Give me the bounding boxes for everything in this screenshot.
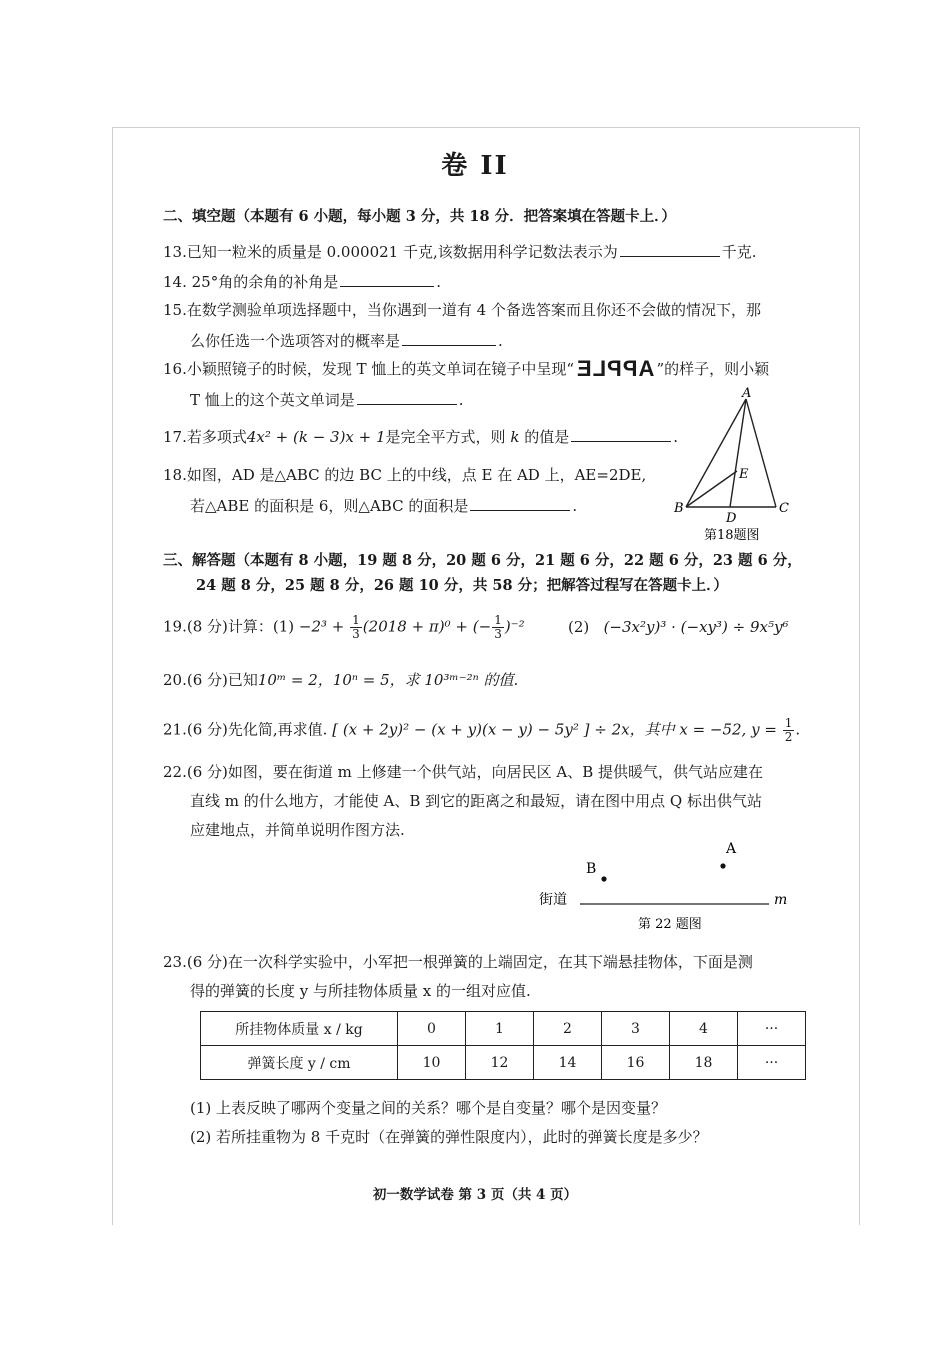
q18-text: 若△ABE 的面积是 6，则△ABC 的面积是 <box>190 497 469 515</box>
frac-den: 2 <box>784 730 793 744</box>
table-cell: 2 <box>534 1012 602 1046</box>
table-cell: 16 <box>602 1046 670 1080</box>
frac-num: 1 <box>494 613 502 627</box>
question-22-line1: 22.(6 分)如图，要在街道 m 上修建一个供气站，向居民区 A、B 提供暖气，供气站应建在 <box>163 763 764 781</box>
q16-text-end: ”的样子，则小颖 <box>656 360 770 378</box>
table-cell: 1 <box>466 1012 534 1046</box>
question-18-line2 <box>190 494 577 516</box>
q19-label: 19.(8 分)计算：(1) <box>163 617 295 636</box>
q17-text: 17.若多项式 <box>163 428 247 446</box>
fraction-one-half <box>783 717 795 744</box>
q14-text: 14. 25°角的余角的补角是 <box>163 273 339 291</box>
figure-18-triangle <box>660 385 800 545</box>
question-19 <box>163 614 525 641</box>
section-3-heading-line1: 三、解答题（本题有 8 小题，19 题 8 分，20 题 6 分，21 题 6 分，22 题 6 分，23 题 6 分， <box>163 552 802 569</box>
q21-end: . <box>795 720 801 739</box>
q21-expr: [ (x + 2y)² − (x + y)(x − y) − 5y² ] ÷ 2x，其中 x = −52, y = <box>332 720 777 739</box>
question-15-line1: 15.在数学测验单项选择题中，当你遇到一道有 4 个备选答案而且你还不会做的情况下，那 <box>163 301 761 319</box>
question-23-line2: 得的弹簧的长度 y 与所挂物体质量 x 的一组对应值. <box>190 982 531 1000</box>
street-label: 街道 <box>539 892 567 908</box>
q17-var-k: k <box>510 428 520 446</box>
table-cell: ··· <box>738 1046 806 1080</box>
q20-expr: 10ᵐ = 2，10ⁿ = 5，求 10³ᵐ⁻²ⁿ 的值. <box>257 671 519 689</box>
label-E: E <box>739 467 749 482</box>
line-label-m: m <box>774 892 788 908</box>
question-23-line1: 23.(6 分)在一次科学实验中，小军把一根弹簧的上端固定，在其下端悬挂物体，下面是测 <box>163 953 753 971</box>
label-B: B <box>586 861 597 877</box>
spring-data-table <box>200 1011 806 1080</box>
q20-text: 20.(6 分)已知 <box>163 671 258 689</box>
table-header-cell: 所挂物体质量 x / kg <box>201 1012 398 1046</box>
figure-22-caption: 第 22 题图 <box>638 917 702 932</box>
figure-18-caption: 第18题图 <box>704 528 760 543</box>
question-23-part2: (2) 若所挂重物为 8 千克时（在弹簧的弹性限度内），此时的弹簧长度是多少？ <box>190 1128 708 1146</box>
table-cell: ··· <box>738 1012 806 1046</box>
figure-22-street <box>530 836 800 936</box>
q16-text: 16.小颖照镜子的时候，发现 T 恤上的英文单词在镜子中呈现“ <box>163 360 575 378</box>
q17-polynomial: 4x² + (k − 3)x + 1 <box>246 428 386 446</box>
frac-num: 1 <box>352 613 360 627</box>
q16-end: . <box>458 391 464 409</box>
question-17 <box>163 425 678 447</box>
table-cell: 14 <box>534 1046 602 1080</box>
table-row <box>201 1012 806 1046</box>
answer-blank <box>340 270 434 287</box>
point-B <box>601 876 606 881</box>
q16-line2-text: T 恤上的这个英文单词是 <box>190 391 355 409</box>
fraction-one-third-2 <box>492 614 504 641</box>
table-row <box>201 1046 806 1080</box>
table-cell: 4 <box>670 1012 738 1046</box>
q19-expr-c: )⁻² <box>504 617 525 636</box>
q21-text: 21.(6 分)先化简,再求值. <box>163 720 328 739</box>
page-title: 卷 II <box>441 151 509 181</box>
table-cell: 0 <box>398 1012 466 1046</box>
q13-unit: 千克. <box>721 243 757 261</box>
label-A: A <box>742 386 752 401</box>
point-A <box>720 863 725 868</box>
section-2-heading: 二、填空题（本题有 6 小题，每小题 3 分，共 18 分．把答案填在答题卡上．） <box>163 208 676 225</box>
label-B: B <box>674 501 684 516</box>
table-header-cell: 弹簧长度 y / cm <box>201 1046 398 1080</box>
question-13 <box>163 240 757 262</box>
question-14 <box>163 270 441 292</box>
frac-num: 1 <box>784 716 793 730</box>
q17-post: 的值是 <box>524 428 570 446</box>
page-footer: 初一数学试卷 第 3 页（共 4 页） <box>372 1187 578 1203</box>
question-18-line1: 18.如图，AD 是△ABC 的边 BC 上的中线，点 E 在 AD 上，AE=2DE, <box>163 466 647 484</box>
question-20 <box>163 670 518 690</box>
question-22-line2: 直线 m 的什么地方，才能使 A、B 到它的距离之和最短，请在图中用点 Q 标出供气站 <box>190 792 762 810</box>
q17-mid: 是完全平方式，则 <box>385 428 506 446</box>
table-cell: 12 <box>466 1046 534 1080</box>
question-22-line3: 应建地点，并简单说明作图方法. <box>190 821 405 839</box>
question-23-part1: (1) 上表反映了哪两个变量之间的关系？哪个是自变量？哪个是因变量？ <box>190 1099 667 1117</box>
question-16-line2 <box>190 388 464 410</box>
label-D: D <box>726 511 737 526</box>
label-A: A <box>726 841 737 857</box>
question-19-part2 <box>568 617 788 637</box>
frac-den: 3 <box>494 627 502 641</box>
q17-end: . <box>673 428 678 446</box>
answer-blank <box>357 388 457 405</box>
answer-blank <box>620 240 720 257</box>
question-21 <box>163 717 800 744</box>
answer-blank <box>402 329 496 346</box>
section-3-heading-line2: 24 题 8 分，25 题 8 分，26 题 10 分，共 58 分；把解答过程写在答题卡上．） <box>196 577 728 594</box>
frac-den: 3 <box>352 627 360 641</box>
label-C: C <box>779 501 789 516</box>
q15-text: 么你任选一个选项答对的概率是 <box>190 332 401 350</box>
q19-expr-b: (2018 + π)⁰ + (− <box>362 617 492 636</box>
table-cell: 10 <box>398 1046 466 1080</box>
question-15-line2 <box>190 329 503 351</box>
fraction-one-third <box>350 614 362 641</box>
q19-expr-a: −2³ + <box>298 617 345 636</box>
answer-blank <box>470 494 570 511</box>
answer-blank <box>571 425 671 442</box>
table-cell: 3 <box>602 1012 670 1046</box>
q14-end: . <box>436 273 441 291</box>
q13-text: 13.已知一粒米的质量是 0.000021 千克,该数据用科学记数法表示为 <box>163 243 618 261</box>
q15-end: . <box>498 332 503 350</box>
table-cell: 18 <box>670 1046 738 1080</box>
q19-expr-2: (−3x²y)³ · (−xy³) ÷ 9x⁵y⁶ <box>603 618 789 636</box>
q18-end: . <box>572 497 578 515</box>
question-16-line1 <box>163 356 770 381</box>
mirrored-word: APPLE <box>576 356 655 381</box>
q19-label2: (2) <box>568 618 590 636</box>
